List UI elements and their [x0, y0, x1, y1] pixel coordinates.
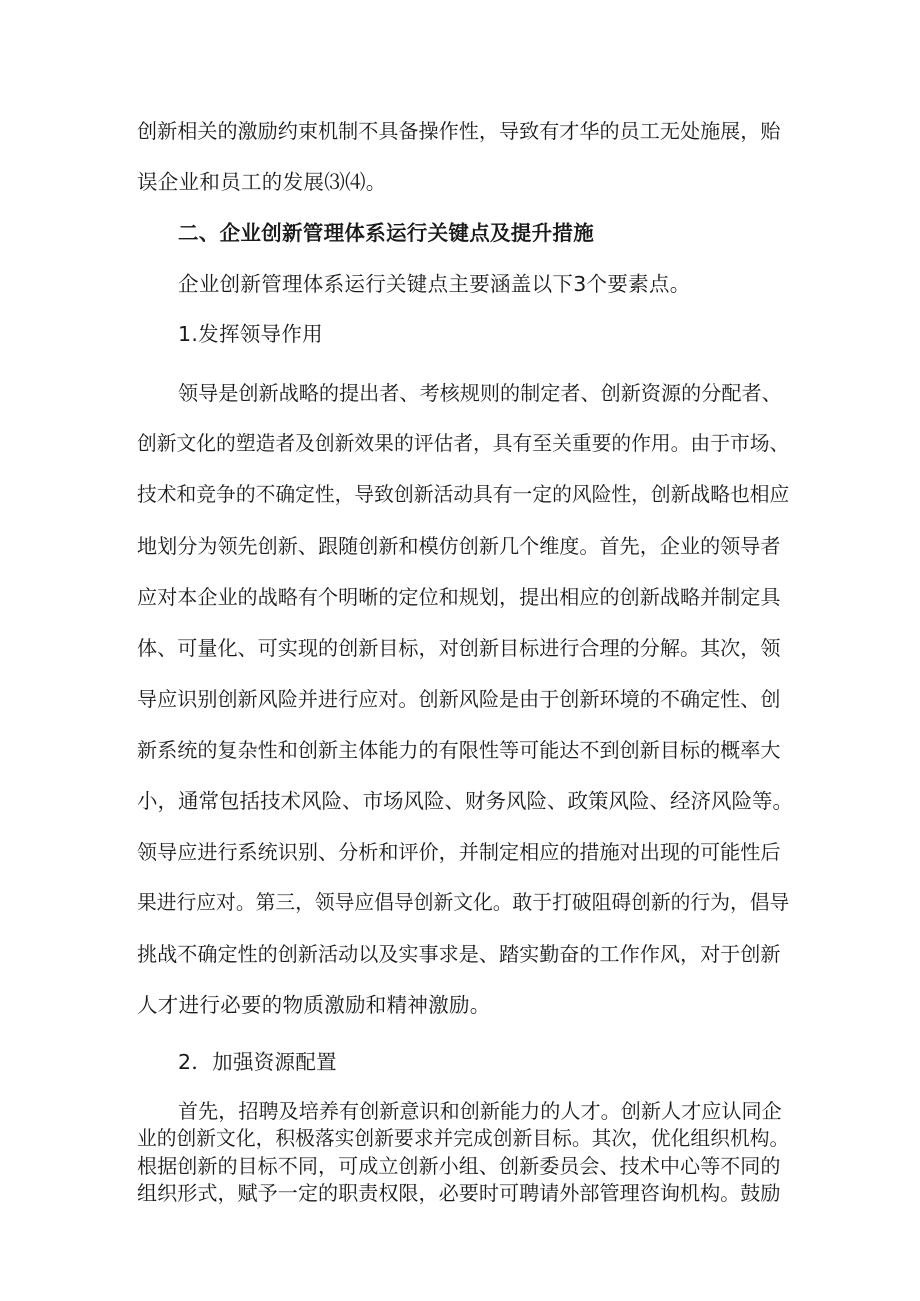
subsection-1-heading: 1.发挥领导作用	[178, 322, 323, 346]
sub1-line-3: 技术和竞争的不确定性，导致创新活动具有一定的风险性，创新战略也相应	[137, 483, 790, 506]
sub1-line-4: 地划分为领先创新、跟随创新和模仿创新几个维度。首先，企业的领导者	[137, 534, 781, 558]
sub1-line-13: 人才进行必要的物质激励和精神激励。	[137, 993, 491, 1017]
sub1-line-6: 体、可量化、可实现的创新目标，对创新目标进行合理的分解。其次，领	[137, 636, 781, 660]
sub2-line-1: 首先，招聘及培养有创新意识和创新能力的人才。创新人才应认同企	[178, 1099, 782, 1123]
subsection-2-heading: 2．加强资源配置	[178, 1050, 337, 1074]
sub2-line-4: 组织形式，赋予一定的职责权限，必要时可聘请外部管理咨询机构。鼓励	[137, 1181, 781, 1205]
sub1-line-1: 领导是创新战略的提出者、考核规则的制定者、创新资源的分配者、	[178, 381, 782, 405]
sub1-line-5: 应对本企业的战略有个明晰的定位和规划，提出相应的创新战略并制定具	[137, 585, 781, 609]
sub1-line-7: 导应识别创新风险并进行应对。创新风险是由于创新环境的不确定性、创	[137, 687, 781, 711]
sub1-line-2: 创新文化的塑造者及创新效果的评估者，具有至关重要的作用。由于市场、	[137, 432, 790, 455]
sub2-line-3: 根据创新的目标不同，可成立创新小组、创新委员会、技术中心等不同的	[137, 1154, 781, 1178]
section-heading: 二、企业创新管理体系运行关键点及提升措施	[178, 221, 594, 245]
sub1-line-10: 领导应进行系统识别、分析和评价，并制定相应的措施对出现的可能性后	[137, 840, 781, 864]
sub1-line-8: 新系统的复杂性和创新主体能力的有限性等可能达不到创新目标的概率大	[137, 738, 781, 762]
continuation-line-1: 创新相关的激励约束机制不具备操作性，导致有才华的员工无处施展，贻	[137, 119, 781, 143]
sub1-line-11: 果进行应对。第三，领导应倡导创新文化。敢于打破阻碍创新的行为，倡导	[137, 891, 790, 914]
intro-line: 企业创新管理体系运行关键点主要涵盖以下3个要素点。	[178, 272, 691, 296]
sub2-line-2: 业的创新文化，积极落实创新要求并完成创新目标。其次，优化组织机构。	[137, 1127, 790, 1150]
sub1-line-12: 挑战不确定性的创新活动以及实事求是、踏实勤奋的工作作风，对于创新	[137, 942, 781, 966]
continuation-line-2: 误企业和员工的发展⑶⑷。	[137, 170, 387, 194]
sub1-line-9: 小，通常包括技术风险、市场风险、财务风险、政策风险、经济风险等。	[137, 789, 793, 813]
